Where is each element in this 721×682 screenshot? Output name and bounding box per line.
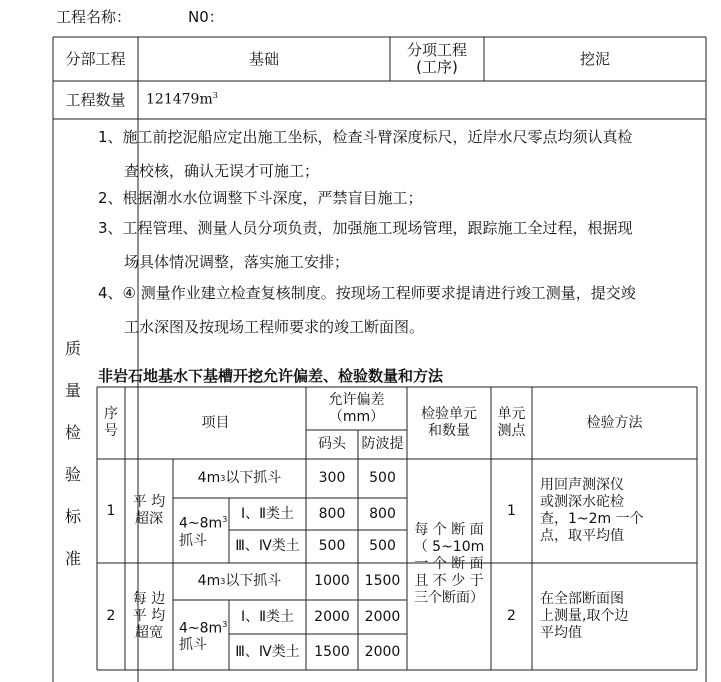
row2-method: 在全部断面图 上测量,取个边 平均值: [540, 591, 629, 641]
row1b-sub2-breakwater: 500: [369, 538, 396, 554]
standard-item-3: 3、工程管理、测量人员分项负责，加强施工现场管理，跟踪施工全过程，根据现 场具体情况调整，落实施工安排；: [98, 219, 633, 271]
row2a-item: 4m 3 以下抓斗: [197, 573, 282, 589]
item-project-label-line2: (工序): [416, 58, 458, 76]
row2b-sub1-wharf: 2000: [314, 608, 350, 625]
unit-text: 每 个 断 面 （ 5~10m 一 个 断 面 且 不 少 于 三个断面）: [413, 522, 485, 606]
item-project-label: [390, 37, 484, 81]
row2b-group: $4\sim 8m^3$ 抓斗: [179, 619, 228, 654]
row1b-sub1: Ⅰ、Ⅱ类土: [240, 505, 295, 522]
side-label-1: 质: [64, 339, 81, 358]
project-name-label: 工程名称：: [56, 8, 132, 26]
row2b-sub2-breakwater: 2000: [364, 643, 401, 660]
side-label-6: 准: [64, 549, 81, 568]
row1-points: 1: [507, 502, 516, 519]
row1b-sub2: Ⅲ、Ⅳ类土: [235, 538, 300, 554]
row1-seq: 1: [106, 502, 116, 519]
quantity-label: 工程数量: [65, 90, 126, 109]
row2-seq: 2: [106, 608, 116, 624]
row1-method: 用回声测深仪 或测深水砣检 查，1~2m 一个 点，取平均值: [540, 477, 644, 544]
row1b-group: $4\sim 8m^3$ 抓斗: [179, 515, 228, 549]
row1-name: 平 均 超深: [132, 494, 166, 527]
row2b-sub2-wharf: 1500: [314, 643, 350, 660]
inner-table-title: 非岩石地基水下基槽开挖允许偏差、检验数量和方法: [98, 367, 444, 385]
row1a-item: 4m 3 以下抓斗: [197, 470, 282, 486]
header-unit: 检验单元 和数量: [421, 406, 477, 439]
row2-name: 每 边 平 均 超宽: [132, 591, 166, 641]
row1b-sub1-wharf: 800: [318, 505, 346, 522]
header-seq: 序 号: [104, 406, 118, 439]
item-project-label-line1: 分项工程: [406, 41, 467, 59]
sub-project-value: 基础: [248, 49, 279, 68]
header-breakwater: 防波提: [361, 436, 404, 452]
row1b-sub2-wharf: 500: [318, 538, 346, 554]
side-label-5: 标: [64, 507, 81, 526]
item-project-value: 挖泥: [579, 49, 610, 68]
row2a-breakwater: 1500: [364, 573, 401, 589]
header-tolerance: 允许偏差 （mm）: [328, 391, 385, 425]
header-method: 检验方法: [586, 414, 643, 431]
sub-project-label: 分部工程: [65, 49, 126, 68]
row1a-wharf: 300: [318, 470, 346, 486]
header-item: 项目: [201, 414, 230, 431]
standard-item-4: 4、④ 测量作业建立检查复核制度。按现场工程师要求提请进行竣工测量，提交竣 工水深图及按现场工程师要求的竣工断面图。: [98, 284, 636, 336]
row2a-wharf: 1000: [314, 573, 350, 589]
side-label-2: 量: [64, 381, 81, 400]
row2b-sub2: Ⅲ、Ⅳ类土: [235, 643, 300, 660]
row2-points: 2: [507, 608, 516, 624]
standard-item-2: 2、根据潮水水位调整下斗深度，严禁盲目施工；: [98, 189, 423, 207]
number-label: N0：: [188, 8, 224, 26]
header-points: 单元 测点: [497, 406, 526, 439]
row2b-sub1: Ⅰ、Ⅱ类土: [240, 608, 295, 625]
header-wharf: 码头: [318, 436, 346, 452]
side-label-3: 检: [64, 423, 81, 442]
side-label-4: 验: [64, 465, 81, 484]
quantity-value: $121479m^3$: [146, 91, 218, 108]
row2b-sub1-breakwater: 2000: [364, 608, 401, 625]
row1b-sub1-breakwater: 800: [369, 505, 396, 522]
row1a-breakwater: 500: [369, 470, 396, 486]
standard-item-1: 1、施工前挖泥船应定出施工坐标，检查斗臂深度标尺，近岸水尺零点均须认真检 查校核，确认无误才可施工；: [98, 128, 633, 180]
